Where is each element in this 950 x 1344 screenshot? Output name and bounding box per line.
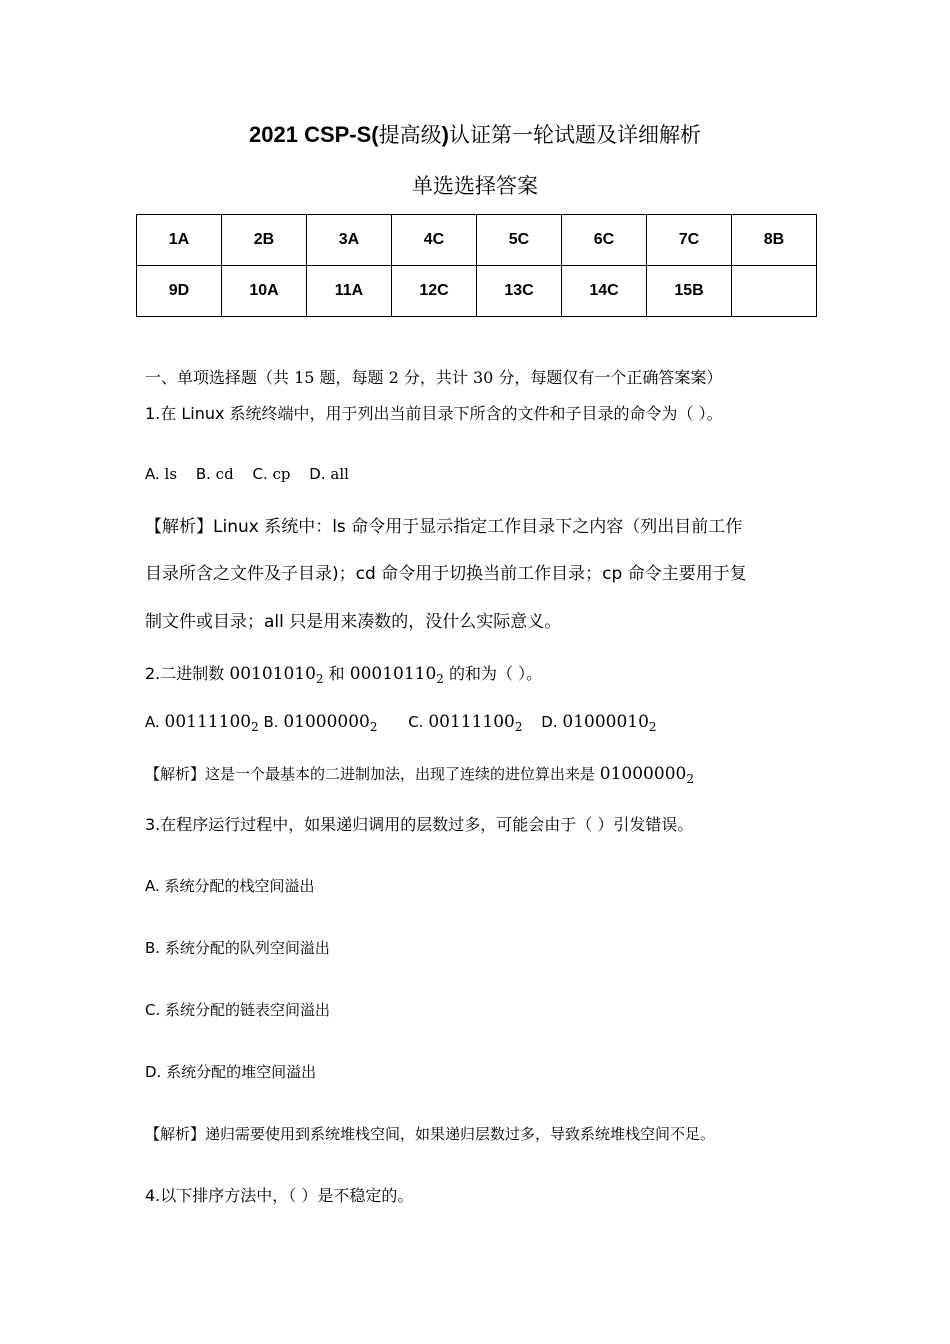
title-part: 2021 CSP-S( [249,122,379,147]
binary-digits: 01000000 [599,764,687,784]
base-subscript: 2 [514,720,523,734]
answer-cell: 1A [137,215,222,266]
answer-cell: 3A [307,215,392,266]
title-part: ) [441,122,449,147]
question-4-stem: 4.以下排序方法中，（ ）是不稳定的。 [145,1186,414,1205]
answer-cell: 12C [392,266,477,317]
base-subscript: 2 [251,720,259,734]
question-3-stem: 3.在程序运行过程中，如果递归调用的层数过多，可能会由于（ ）引发错误。 [145,815,694,834]
answer-cell: 4C [392,215,477,266]
question-1-stem: 1.在 Linux 系统终端中，用于列出当前目录下所含的文件和子目录的命令为（ ）。 [145,404,723,423]
binary-digits: 00010110 [349,664,437,684]
binary-number [428,712,522,732]
option-letter: C. [408,713,424,731]
base-subscript: 2 [315,672,324,686]
binary-digits: 01000000 [283,712,370,732]
option-letter: B. [263,713,279,731]
binary-digits: 00101010 [229,664,316,684]
answer-cell [732,266,817,317]
stem-text: 2.二进制数 [145,664,225,683]
table-row [137,266,817,317]
answer-cell: 6C [562,215,647,266]
binary-digits: 00111100 [428,712,515,732]
page-title [0,120,950,150]
option-letter: A. [145,713,160,731]
question-3-option: A. 系统分配的栈空间溢出 [145,877,315,895]
answer-cell: 11A [307,266,392,317]
binary-number [229,664,323,684]
question-3-option: C. 系统分配的链表空间溢出 [145,1001,331,1019]
question-3-option: B. 系统分配的队列空间溢出 [145,939,330,957]
option-letter: D. [309,465,326,483]
analysis-line: 制文件或目录；all 只是用来凑数的，没什么实际意义。 [145,612,562,632]
answer-cell: 15B [647,266,732,317]
answer-cell: 13C [477,266,562,317]
question-2-analysis [145,762,694,791]
binary-digits: 00111100 [164,712,252,732]
option-letter: B. [195,465,211,483]
answer-table [136,214,817,317]
binary-number [350,664,444,684]
answer-cell: 5C [477,215,562,266]
answer-cell: 2B [222,215,307,266]
title-part: 认证第一轮试题及详细解析 [448,123,701,147]
option-letter: C. [252,465,268,483]
question-2-options [145,710,657,739]
base-subscript: 2 [436,672,444,686]
stem-text: 的和为（ ）。 [449,664,543,683]
analysis-text: 【解析】这是一个最基本的二进制加法，出现了连续的进位算出来是 [145,765,596,783]
answer-cell: 14C [562,266,647,317]
analysis-line: 【解析】Linux 系统中：ls 命令用于显示指定工作目录下之内容（列出目前工作 [145,517,743,537]
option-letter: D. [541,713,558,731]
title-part: 提高级 [378,123,442,147]
page-subtitle: 单选选择答案 [412,174,538,198]
question-3-option: D. 系统分配的堆空间溢出 [145,1063,317,1081]
binary-number [165,712,259,732]
option-code: all [330,465,349,483]
binary-number [562,712,656,732]
question-3-analysis: 【解析】递归需要使用到系统堆栈空间，如果递归层数过多，导致系统堆栈空间不足。 [145,1125,716,1143]
answer-cell: 8B [732,215,817,266]
binary-digits: 01000010 [562,712,649,732]
option-code: ls [164,465,178,483]
analysis-line: 目录所含之文件及子目录)；cd 命令用于切换当前工作目录；cp 命令主要用于复 [145,564,747,584]
answer-cell: 9D [137,266,222,317]
base-subscript: 2 [648,720,657,734]
base-subscript: 2 [369,720,378,734]
answer-cell: 7C [647,215,732,266]
option-code: cd [215,465,234,483]
table-row [137,215,817,266]
base-subscript: 2 [686,772,694,786]
stem-text: 和 [328,664,345,683]
binary-number [283,712,377,732]
option-code: cp [272,465,291,483]
answer-cell: 10A [222,266,307,317]
question-2-stem [145,662,542,691]
section-heading: 一、单项选择题（共 15 题，每题 2 分，共计 30 分，每题仅有一个正确答案案） [145,368,723,387]
binary-number [600,764,694,784]
option-letter: A. [145,465,160,483]
question-1-options [145,462,349,486]
